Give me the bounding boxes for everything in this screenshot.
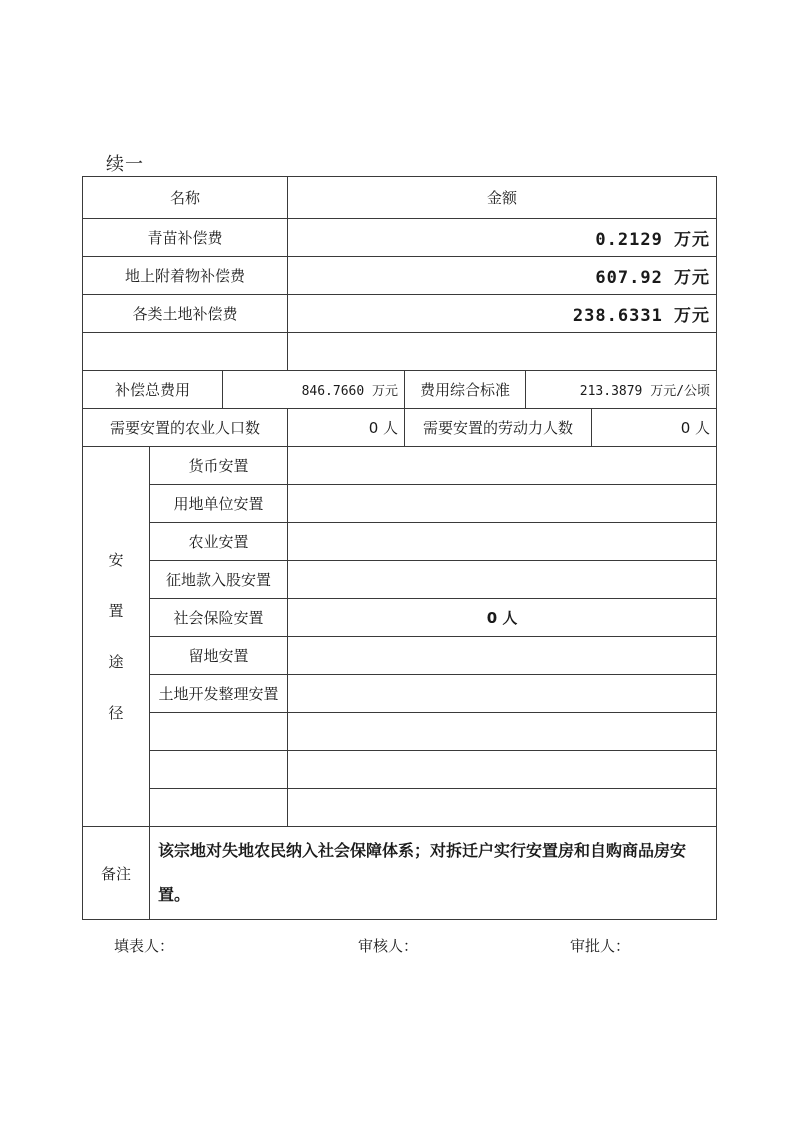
remarks-label: 备注 [83, 827, 150, 920]
fee-label: 地上附着物补偿费 [83, 257, 288, 295]
remarks-row [83, 827, 717, 920]
empty-resettlement-row [83, 789, 717, 827]
total-label: 补偿总费用 [83, 371, 223, 409]
fee-value: 0.2129 万元 [288, 219, 717, 257]
resettlement-row [83, 485, 717, 523]
name-column-header: 名称 [83, 177, 288, 219]
amount-column-header: 金额 [288, 177, 717, 219]
empty-resettlement-row [83, 713, 717, 751]
page-heading: 续一 [106, 154, 144, 175]
remarks-text: 该宗地对失地农民纳入社会保障体系；对拆迁户实行安置房和自购商品房安置。 [150, 827, 717, 920]
total-value: 846.7660 万元 [223, 371, 405, 409]
resettlement-row [83, 637, 717, 675]
resettlement-method-value: 0 人 [288, 599, 717, 637]
labor-population-value: 0 人 [592, 409, 717, 447]
reviewer-signature-label: 审核人： [358, 937, 419, 955]
resettlement-method-label: 土地开发整理安置 [150, 675, 288, 713]
filler-signature-label: 填表人： [114, 937, 175, 955]
resettlement-method-label: 货币安置 [150, 447, 288, 485]
resettlement-row [83, 523, 717, 561]
resettlement-method-value [288, 675, 717, 713]
resettlement-row [83, 599, 717, 637]
resettlement-method-value [288, 561, 717, 599]
approver-signature-label: 审批人： [570, 937, 631, 955]
fee-row [83, 219, 717, 257]
totals-row [83, 371, 717, 409]
resettlement-method-label: 社会保险安置 [150, 599, 288, 637]
resettlement-method-value [288, 447, 717, 485]
population-row [83, 409, 717, 447]
resettlement-method-value [288, 523, 717, 561]
fee-value: 607.92 万元 [288, 257, 717, 295]
resettlement-method-value [288, 637, 717, 675]
fee-value: 238.6331 万元 [288, 295, 717, 333]
resettlement-method-label: 留地安置 [150, 637, 288, 675]
labor-population-label: 需要安置的劳动力人数 [405, 409, 592, 447]
compensation-table [82, 176, 717, 920]
fee-label: 各类土地补偿费 [83, 295, 288, 333]
resettlement-method-value [288, 485, 717, 523]
standard-value: 213.3879 万元/公顷 [526, 371, 717, 409]
fee-row [83, 295, 717, 333]
resettlement-method-label: 用地单位安置 [150, 485, 288, 523]
fee-row [83, 257, 717, 295]
agri-population-label: 需要安置的农业人口数 [83, 409, 288, 447]
resettlement-section-label: 安 置 途 径 [83, 447, 150, 827]
resettlement-method-label: 征地款入股安置 [150, 561, 288, 599]
resettlement-row [83, 447, 717, 485]
empty-resettlement-row [83, 751, 717, 789]
fee-label: 青苗补偿费 [83, 219, 288, 257]
empty-fee-row [83, 333, 717, 371]
resettlement-row [83, 675, 717, 713]
agri-population-value: 0 人 [288, 409, 405, 447]
standard-label: 费用综合标准 [405, 371, 526, 409]
table-header-row [83, 177, 717, 219]
resettlement-row [83, 561, 717, 599]
resettlement-method-label: 农业安置 [150, 523, 288, 561]
